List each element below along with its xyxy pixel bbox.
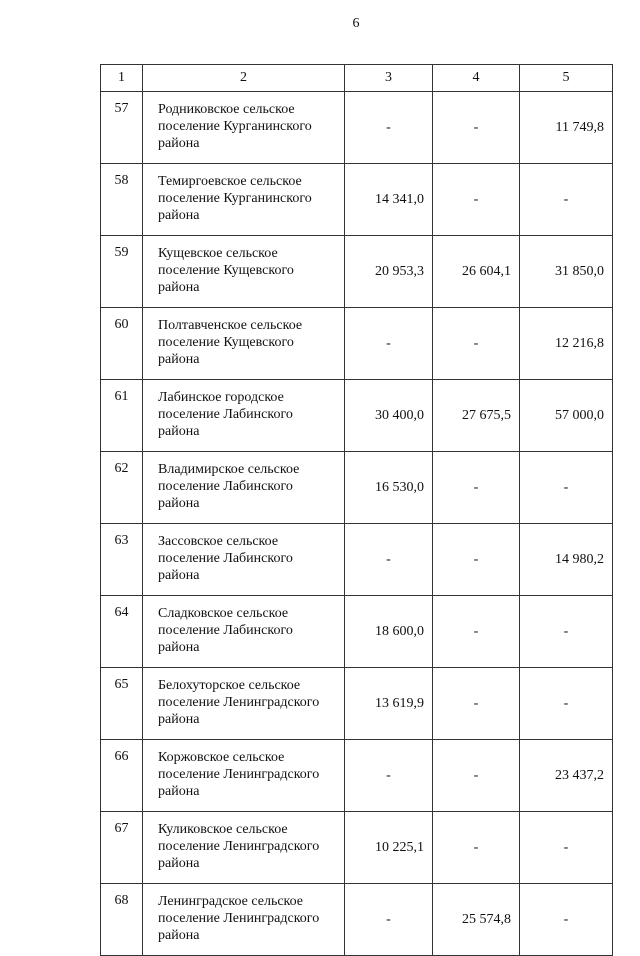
amount-c4: - [433,668,520,740]
amount-c5: - [520,812,613,884]
table-row [101,164,613,236]
amount-c4: - [433,308,520,380]
row-number: 58 [101,164,143,236]
table-row [101,524,613,596]
settlement-name [143,92,345,164]
amount-c4: - [433,596,520,668]
amount-c3: 13 619,9 [345,668,433,740]
amount-c4: 25 574,8 [433,884,520,956]
settlement-name-line: района [158,280,200,295]
settlement-name-line: Кущевское сельское [158,246,278,261]
row-number: 59 [101,236,143,308]
settlement-name-line: поселение Курганинского [158,119,312,134]
amount-c5: 14 980,2 [520,524,613,596]
settlement-name-line: поселение Ленинградского [158,695,320,710]
header-cell-col1: 1 [101,65,143,92]
settlement-name-line: поселение Курганинского [158,191,312,206]
amount-c5: - [520,452,613,524]
settlement-name [143,452,345,524]
table-row [101,812,613,884]
settlement-name [143,308,345,380]
settlement-name-line: района [158,928,200,943]
settlement-name-line: района [158,784,200,799]
settlement-name [143,884,345,956]
header-cell-col3: 3 [345,65,433,92]
table-row [101,380,613,452]
settlement-name-line: поселение Кущевского [158,263,294,278]
settlement-name-line: района [158,640,200,655]
amount-c4: - [433,740,520,812]
table-row [101,236,613,308]
row-number: 67 [101,812,143,884]
settlement-name-line: района [158,712,200,727]
settlement-name-line: района [158,208,200,223]
amount-c4: - [433,92,520,164]
amount-c4: 26 604,1 [433,236,520,308]
settlement-name-line: района [158,136,200,151]
settlement-name [143,740,345,812]
settlement-name [143,236,345,308]
settlement-name-line: поселение Кущевского [158,335,294,350]
amount-c3: - [345,524,433,596]
amount-c3: 14 341,0 [345,164,433,236]
amount-c5: - [520,164,613,236]
amount-c4: - [433,164,520,236]
settlement-name [143,668,345,740]
settlement-name-line: Зассовское сельское [158,534,279,549]
amount-c3: 10 225,1 [345,812,433,884]
settlement-name-line: поселение Лабинского [158,479,293,494]
row-number: 62 [101,452,143,524]
settlement-name-line: Лабинское городское [158,390,284,405]
amount-c5: 12 216,8 [520,308,613,380]
amount-c5: - [520,668,613,740]
settlement-name-line: Темиргоевское сельское [158,174,302,189]
amount-c5: - [520,596,613,668]
settlement-name [143,812,345,884]
amount-c3: 20 953,3 [345,236,433,308]
header-cell-col4: 4 [433,65,520,92]
table-row [101,308,613,380]
table-row [101,740,613,812]
settlement-name-line: Ленинградское сельское [158,894,304,909]
settlement-name-line: поселение Лабинского [158,551,293,566]
table-body [101,65,613,956]
header-cell-col5: 5 [520,65,613,92]
settlement-name-line: поселение Ленинградского [158,767,320,782]
settlement-name-line: поселение Лабинского [158,623,293,638]
row-number: 60 [101,308,143,380]
amount-c3: 16 530,0 [345,452,433,524]
amount-c4: - [433,524,520,596]
amount-c3: - [345,884,433,956]
header-cell-col2: 2 [143,65,345,92]
table-row [101,668,613,740]
settlement-name-line: Владимирское сельское [158,462,300,477]
settlement-name-line: поселение Ленинградского [158,911,320,926]
table-row [101,92,613,164]
budget-table [100,64,613,956]
settlement-name-line: района [158,496,200,511]
amount-c5: 23 437,2 [520,740,613,812]
table-header-row [101,65,613,92]
amount-c4: 27 675,5 [433,380,520,452]
row-number: 66 [101,740,143,812]
settlement-name-line: поселение Ленинградского [158,839,320,854]
settlement-name-line: Полтавченское сельское [158,318,303,333]
amount-c3: - [345,308,433,380]
amount-c3: - [345,92,433,164]
amount-c3: 18 600,0 [345,596,433,668]
settlement-name-line: района [158,424,200,439]
settlement-name-line: Куликовское сельское [158,822,288,837]
amount-c4: - [433,452,520,524]
settlement-name-line: района [158,352,200,367]
row-number: 68 [101,884,143,956]
amount-c5: 11 749,8 [520,92,613,164]
settlement-name [143,524,345,596]
settlement-name-line: Коржовское сельское [158,750,285,765]
table-row [101,452,613,524]
row-number: 57 [101,92,143,164]
table-row [101,596,613,668]
settlement-name-line: Белохуторское сельское [158,678,301,693]
settlement-name-line: района [158,568,200,583]
page-number: 6 [352,16,360,31]
settlement-name-line: поселение Лабинского [158,407,293,422]
amount-c3: 30 400,0 [345,380,433,452]
row-number: 61 [101,380,143,452]
row-number: 64 [101,596,143,668]
amount-c5: 31 850,0 [520,236,613,308]
row-number: 65 [101,668,143,740]
table-row [101,884,613,956]
settlement-name-line: района [158,856,200,871]
amount-c5: 57 000,0 [520,380,613,452]
settlement-name-line: Сладковское сельское [158,606,289,621]
amount-c3: - [345,740,433,812]
amount-c5: - [520,884,613,956]
settlement-name-line: Родниковское сельское [158,102,295,117]
amount-c4: - [433,812,520,884]
settlement-name [143,164,345,236]
settlement-name [143,380,345,452]
row-number: 63 [101,524,143,596]
settlement-name [143,596,345,668]
